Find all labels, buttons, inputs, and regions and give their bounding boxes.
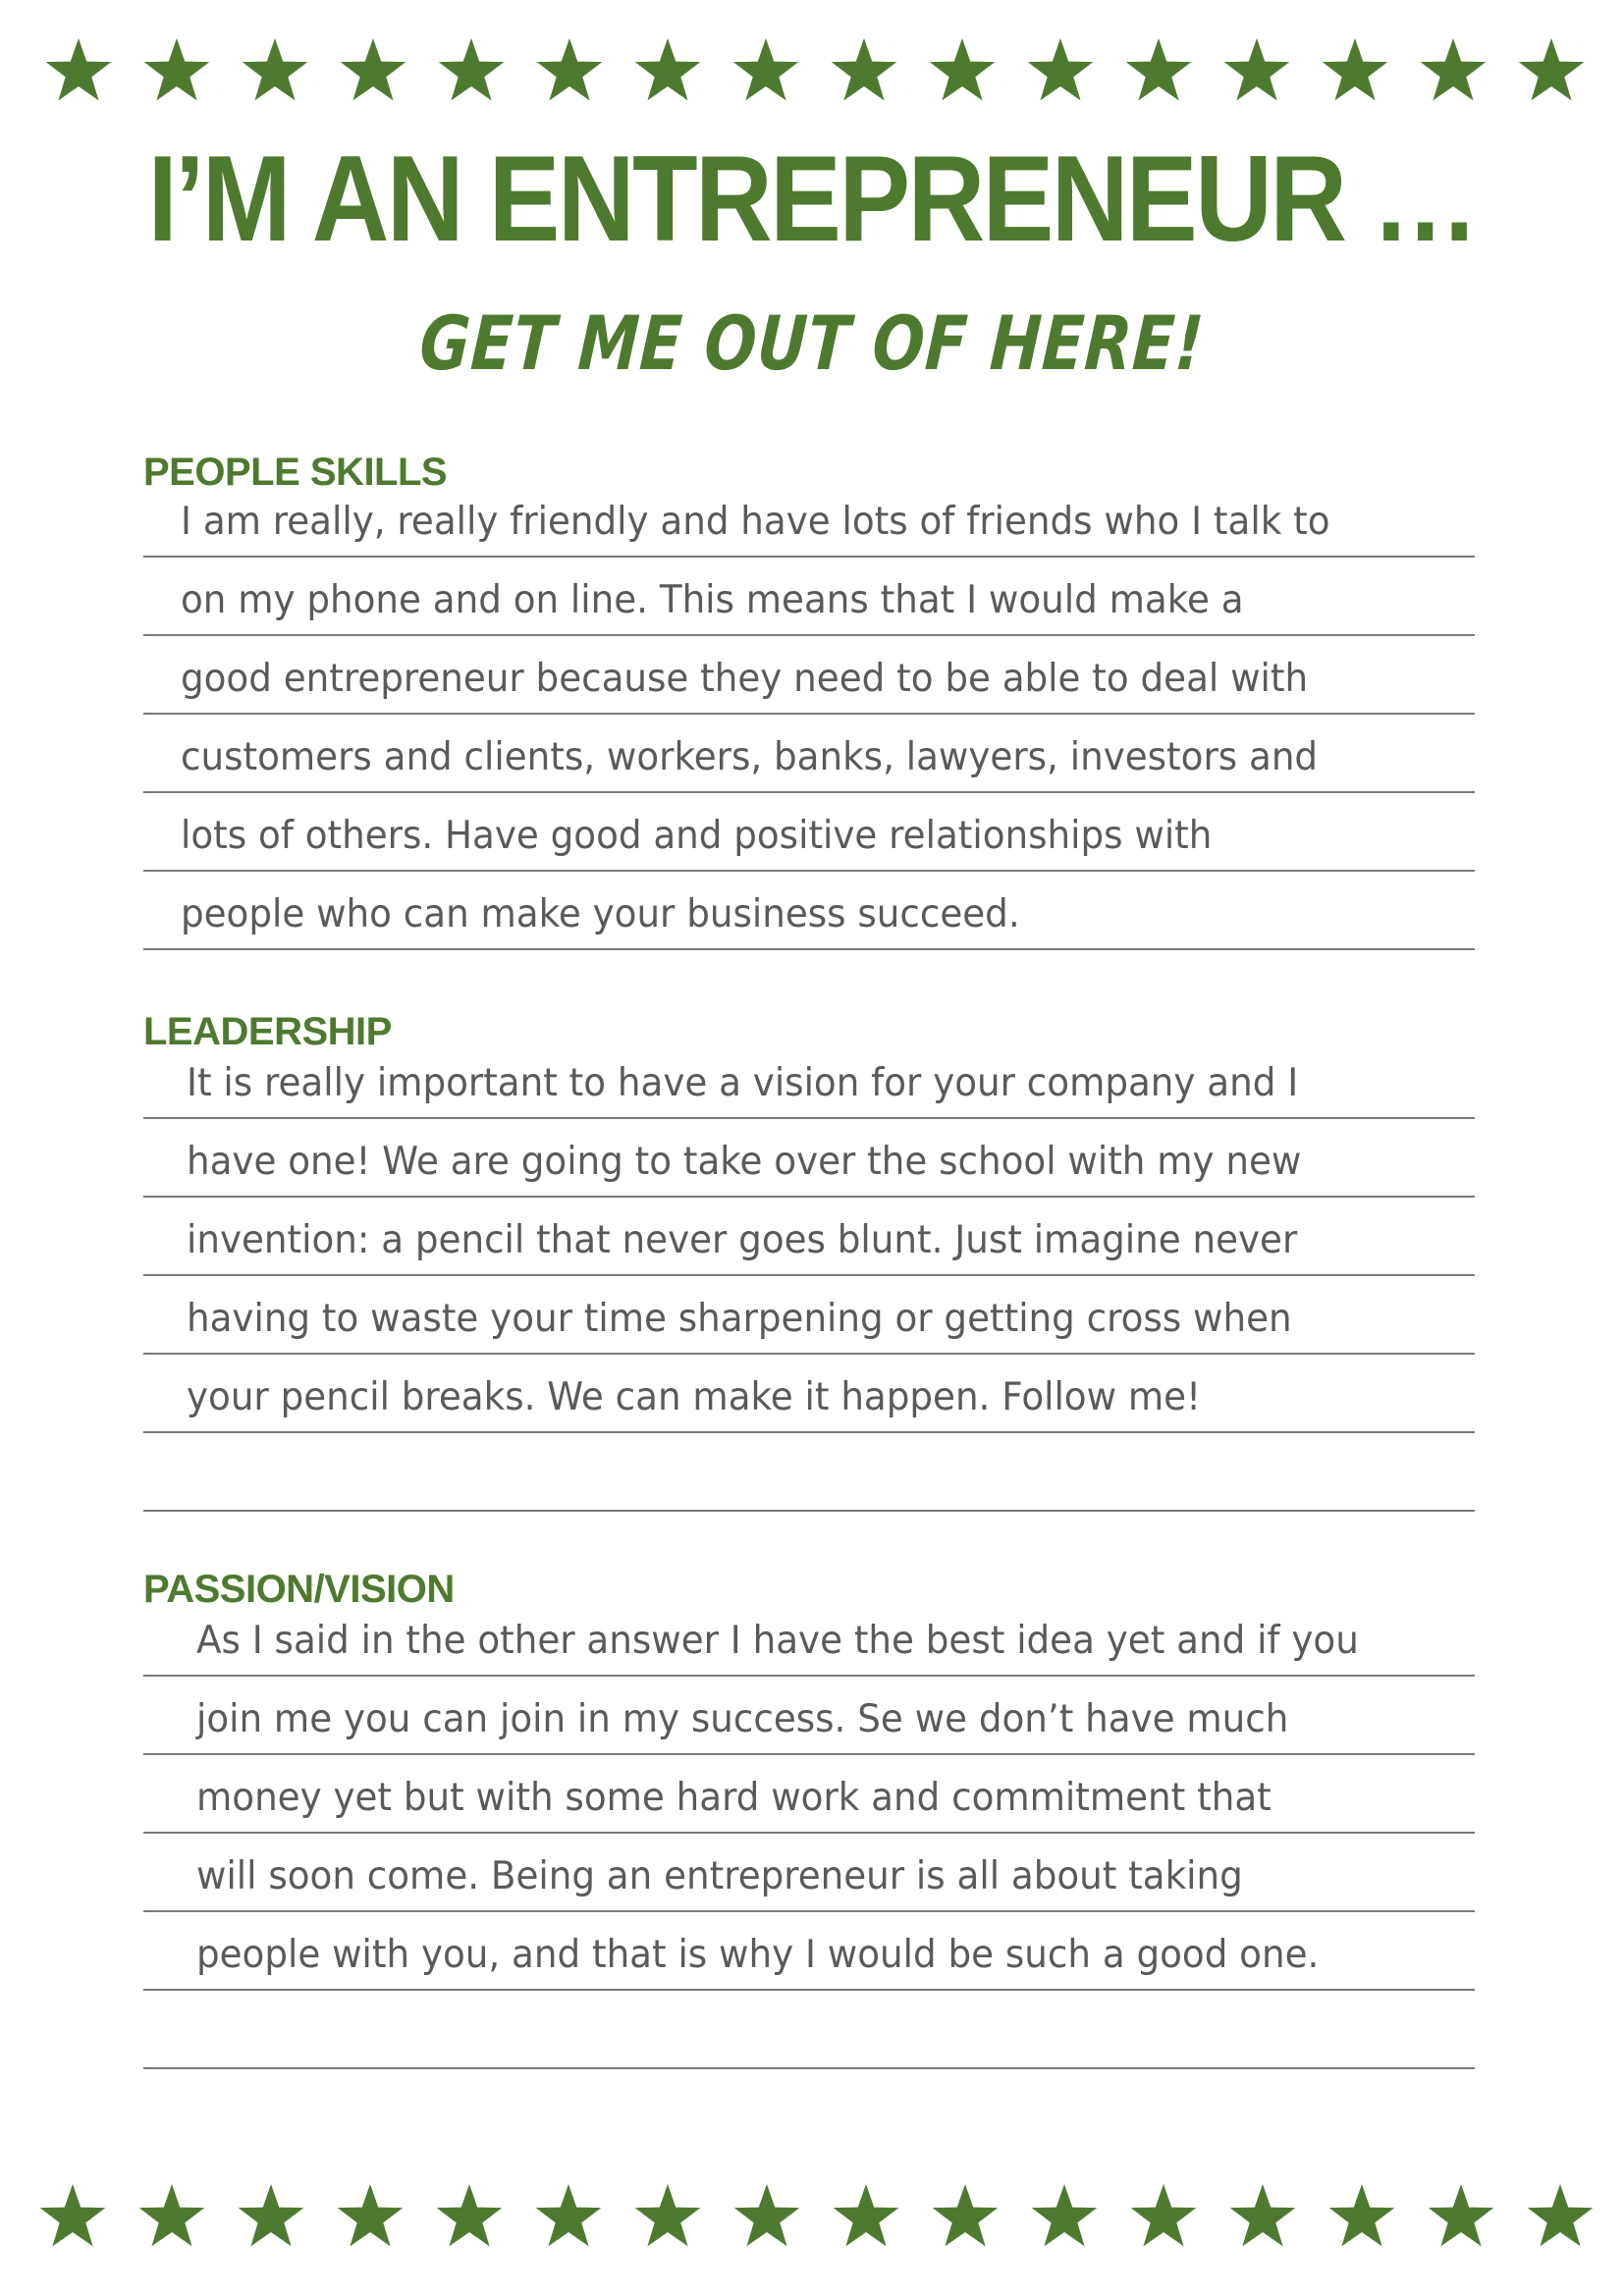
answer-lines (143, 1041, 1475, 1512)
star-icon (632, 35, 703, 106)
star-icon (533, 2181, 604, 2252)
star-icon (1029, 2181, 1100, 2252)
answer-text: will soon come. Being an entrepreneur is all about taking (196, 1854, 1243, 1898)
answer-line (143, 1991, 1475, 2069)
answer-text: invention: a pencil that never goes blunt. Just imagine never (187, 1218, 1298, 1262)
star-icon (1525, 2181, 1596, 2252)
answer-line (143, 1119, 1475, 1198)
star-icon (43, 35, 114, 106)
star-icon (731, 2181, 802, 2252)
answer-text: good entrepreneur because they need to be able to deal with (181, 657, 1309, 701)
star-icon (829, 35, 899, 106)
star-icon (1326, 2181, 1397, 2252)
answer-line (143, 1198, 1475, 1276)
star-icon (141, 35, 212, 106)
star-icon (1123, 35, 1194, 106)
top-star-border (0, 35, 1624, 114)
answer-text: have one! We are going to take over the school with my new (187, 1140, 1302, 1184)
star-icon (1516, 35, 1587, 106)
page-subtitle: GET ME OUT OF HERE! (417, 299, 1207, 387)
section-heading: LEADERSHIP (143, 1010, 392, 1053)
answer-text: As I said in the other answer I have the best idea yet and if you (196, 1619, 1359, 1663)
star-icon (236, 2181, 306, 2252)
star-icon (1227, 2181, 1298, 2252)
star-icon (632, 2181, 703, 2252)
star-icon (37, 2181, 108, 2252)
answer-line (143, 479, 1475, 558)
answer-text: people with you, and that is why I would be such a good one. (196, 1933, 1320, 1977)
star-icon (1025, 35, 1096, 106)
answer-line (143, 1276, 1475, 1355)
answer-line (143, 558, 1475, 636)
star-icon (338, 35, 408, 106)
answer-line (143, 715, 1475, 793)
answer-line (143, 1433, 1475, 1512)
answer-line (143, 1912, 1475, 1991)
star-icon (731, 35, 801, 106)
answer-lines (143, 1598, 1475, 2069)
answer-text: people who can make your business succeed. (181, 892, 1020, 936)
answer-line (143, 1677, 1475, 1755)
star-icon (136, 2181, 207, 2252)
answer-text: having to waste your time sharpening or getting cross when (187, 1297, 1292, 1341)
star-icon (434, 2181, 505, 2252)
star-icon (927, 35, 998, 106)
star-icon (1426, 2181, 1496, 2252)
star-icon (1320, 35, 1390, 106)
section-heading: PEOPLE SKILLS (143, 451, 448, 494)
star-icon (534, 35, 605, 106)
answer-text: join me you can join in my success. Se we don’t have much (196, 1697, 1289, 1741)
star-icon (831, 2181, 901, 2252)
answer-line (143, 1355, 1475, 1433)
answer-line (143, 1598, 1475, 1677)
star-icon (1418, 35, 1489, 106)
answer-text: It is really important to have a vision for your company and I (187, 1061, 1299, 1105)
bottom-star-border (0, 2181, 1624, 2260)
answer-line (143, 872, 1475, 950)
answer-line (143, 793, 1475, 872)
answer-lines (143, 479, 1475, 950)
star-icon (240, 35, 310, 106)
star-icon (930, 2181, 1001, 2252)
answer-line (143, 1041, 1475, 1119)
star-icon (436, 35, 507, 106)
answer-text: money yet but with some hard work and commitment that (196, 1776, 1272, 1820)
section-heading: PASSION/VISION (143, 1568, 455, 1611)
answer-text: I am really, really friendly and have lots of friends who I talk to (181, 500, 1330, 544)
answer-text: customers and clients, workers, banks, lawyers, investors and (181, 735, 1319, 779)
page-title: I’M AN ENTREPRENEUR … (147, 132, 1477, 267)
answer-line (143, 636, 1475, 715)
answer-text: lots of others. Have good and positive relationships with (181, 814, 1213, 858)
star-icon (335, 2181, 406, 2252)
star-icon (1221, 35, 1292, 106)
answer-line (143, 1755, 1475, 1834)
answer-line (143, 1834, 1475, 1912)
answer-text: on my phone and on line. This means that I would make a (181, 578, 1244, 622)
answer-text: your pencil breaks. We can make it happen. Follow me! (187, 1375, 1202, 1419)
star-icon (1128, 2181, 1199, 2252)
